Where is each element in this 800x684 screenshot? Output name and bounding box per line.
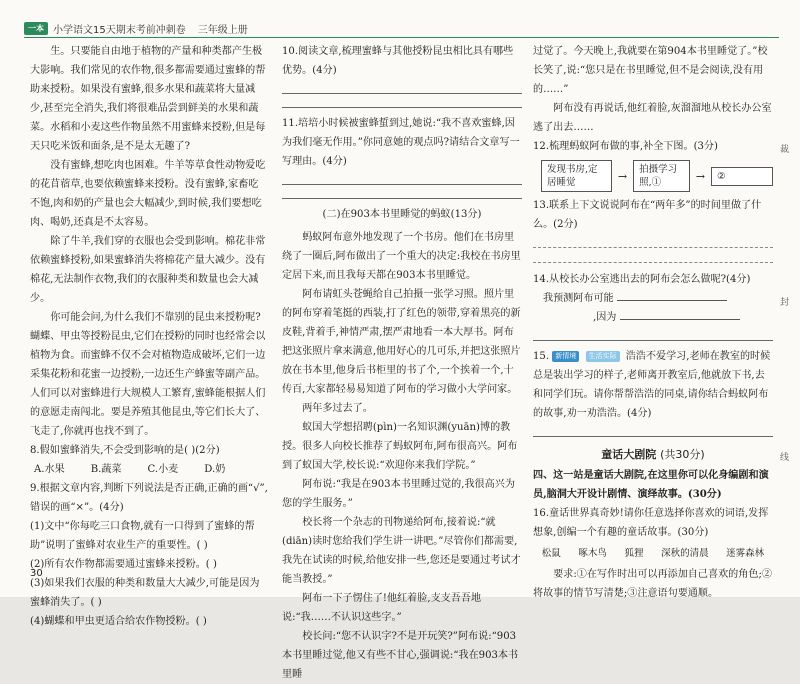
word-item: 松鼠 <box>541 548 561 559</box>
word-item: 深秋的清晨 <box>661 548 709 559</box>
story-paragraph: 阿布没有再说话,他红着脸,灰溜溜地从校长办公室逃了出去…… <box>533 103 772 133</box>
story-paragraph: 阿布请虹头苍蝇给自己拍摄一张学习照。照片里的阿布穿着笔挺的西装,打了红色的领带,穿着黑亮的新皮鞋,背着手,神情严肃,摆严肃地看一本大厚书。阿布把这张照片拿来满意,他用好心的几可乐,并把这张照片放在书本里,他身后书柜里的书了个,一个挨着一个,十传百,大家都轻易易知道了阿布的学习做小大学问家。 <box>282 289 521 395</box>
option-c[interactable]: C.小麦 <box>147 464 179 475</box>
option-d[interactable]: D.奶 <box>204 464 226 475</box>
theater-title: 童话大剧院 <box>601 448 657 461</box>
answer-line[interactable] <box>533 247 773 249</box>
column-middle <box>282 42 522 684</box>
new-context-badge: 新情境 <box>552 351 579 362</box>
prediction-line <box>533 289 773 308</box>
theater-heading <box>533 445 773 464</box>
answer-line[interactable] <box>533 262 773 264</box>
binding-mark: 线 <box>780 453 790 463</box>
word-item: 啄木鸟 <box>578 548 607 559</box>
question-10: 10.阅读文章,梳理蜜蜂与其他授粉昆虫相比具有哪些优势。(4分) <box>282 46 514 76</box>
question-15 <box>533 347 773 423</box>
binding-mark: 裁 <box>780 145 790 155</box>
passage-paragraph: 你可能会问,为什么我们不靠别的昆虫来授粉呢?蝴蝶、甲虫等授粉昆虫,它们在授粉的同时也经常会以植物为食。而蜜蜂不仅不会对植物造成破坏,它们一边采集花粉和花蜜一边授粉,一边还生产蜂蜜等副产品。人们可以对蜜蜂进行大规模人工繁育,蜜蜂能根据人们的意愿走南闯北。要是养殖其他昆虫,等它们长大了、飞走了,你就再也找不到了。 <box>30 312 266 437</box>
answer-line[interactable] <box>533 340 773 341</box>
header-grade: 三年级上册 <box>197 24 248 36</box>
page-number: 30 <box>30 568 43 579</box>
question-13: 13.联系上下文说说阿布在“两年多”的时间里做了什么。(2分) <box>533 200 762 230</box>
story-paragraph: 校长将一个杂志的刊物递给阿布,接着说:“就(diān)读时您给我们学生讲一讲吧。”尽管你们都需要,我先在试读的时候,给他安排一些,您还是要通过考试才能当教授。” <box>282 517 521 585</box>
answer-line[interactable] <box>282 93 522 94</box>
story-paragraph: 蚁国大学想招聘(pìn)一名知识渊(yuān)博的教授。很多人向校长推荐了蚂蚁阿布,阿布很高兴。阿布到了蚁国大学,校长说:“欢迎你来我们学院。” <box>282 422 518 471</box>
question-9-item[interactable]: (4)蝴蝶和甲虫更适合给农作物授粉。( ) <box>30 616 207 627</box>
option-b[interactable]: B.蔬菜 <box>90 464 122 475</box>
binding-mark: 封 <box>780 298 790 308</box>
section-four: 四、这一站是童话大剧院,在这里你可以化身编剧和演员,脑洞大开设计剧情、演绎故事。(30分) <box>533 470 769 500</box>
story-paragraph: 蚂蚁阿布意外地发现了一个书房。他们在书房里绕了一圈后,阿布做出了一个重大的决定:我校在书房里定居下来,而且我每天都在903本书里睡觉。 <box>282 232 521 281</box>
passage-paragraph: 没有蜜蜂,想吃肉也困难。牛羊等草食性动物爱吃的花苜蓿草,也要依赖蜜蜂来授粉。没有蜜蜂,家畜吃不饱,肉和奶的产量也会大幅减少,到时候,我们要想吃肉、喝奶,还真是不太容易。 <box>30 160 266 228</box>
question-9-item[interactable]: (2)所有农作物都需要通过蜜蜂来授粉。( ) <box>30 559 217 570</box>
arrow-right-icon: → <box>617 169 628 183</box>
answer-line[interactable] <box>282 184 522 185</box>
answer-line[interactable] <box>282 107 522 108</box>
story-paragraph: 阿布说:“我是在903本书里睡过觉的,我很高兴为您的学生服务。” <box>282 479 515 509</box>
question-12: 12.梳理蚂蚁阿布做的事,补全下图。(3分) <box>533 141 718 152</box>
question-11: 11.培培小时候被蜜蜂蜇到过,她说:“我不喜欢蜜蜂,因为我们毫无作用。”你同意她的观点吗?请结合文章写一写理由。(4分) <box>282 118 520 167</box>
story-paragraph: 过觉了。今天晚上,我就要在第904本书里睡觉了。”校长笑了,说:“您只是在书里睡觉,但不是会阅读,没有用的……” <box>533 46 768 95</box>
arrow-right-icon: → <box>695 169 705 183</box>
prediction-blank[interactable] <box>617 300 727 301</box>
question-14: 14.从校长办公室逃出去的阿布会怎么做呢?(4分) <box>533 274 751 285</box>
option-a[interactable]: A.水果 <box>34 464 65 475</box>
theater-score: (共30分) <box>660 448 705 461</box>
prediction-prefix: 我预测阿布可能 <box>543 293 614 304</box>
word-item: 迷雾森林 <box>726 548 765 559</box>
question-9-item[interactable]: (3)如果我们衣服的种类和数量大大减少,可能是因为蜜蜂消失了。( ) <box>30 578 260 608</box>
header-divider <box>24 37 779 38</box>
answer-line[interactable] <box>533 436 773 437</box>
question-8-options <box>30 460 268 479</box>
story-paragraph: 阿布一下子愣住了!他红着脸,支支吾吾地说:“我……不认识这些字。” <box>282 593 482 623</box>
reason-blank[interactable] <box>620 319 740 320</box>
word-bank <box>533 544 773 563</box>
word-item: 狐狸 <box>624 548 644 559</box>
question-8: 8.假如蜜蜂消失,不会受到影响的是( )(2分) <box>30 445 220 456</box>
question-9: 9.根据文章内容,判断下列说法是否正确,正确的画“√”,错误的画“×”。(4分) <box>30 483 268 513</box>
answer-line[interactable] <box>282 198 522 199</box>
passage-paragraph: 除了牛羊,我们穿的衣服也会受到影响。棉花非常依赖蜜蜂授粉,如果蜜蜂消失将棉花产量大减少。没有棉花,无法制作衣物,我们的衣服种类和数量也会大减少。 <box>30 236 266 304</box>
story-paragraph: 校长问:“您不认识字?不是开玩笑?”阿布说:“903本书里睡过觉,他又有些不甘心,强调说:“我在903本书里睡 <box>282 631 519 680</box>
writing-requirements: 要求:①在写作时出可以再添加自己喜欢的角色;②将故事的情节写清楚;③注意语句要通顺。 <box>533 569 772 599</box>
column-right <box>533 42 773 603</box>
brand-badge: 一本 <box>24 22 48 35</box>
question-15-number: 15. <box>533 351 550 362</box>
question-15-text: 浩浩不爱学习,老师在教室的时候总是装出学习的样子,老师离开教室后,他就放下书,去和同学们玩。请你帮帮浩浩的同桌,请你结合蚂蚁阿布的故事,劝一劝浩浩。(4分) <box>533 351 771 419</box>
real-life-badge: 生活实际 <box>586 351 620 362</box>
section-title: (二)在903本书里睡觉的蚂蚁(13分) <box>322 209 482 220</box>
question-16: 16.童话世界真奇妙!请你任意选择你喜欢的词语,发挥想象,创编一个有趣的童话故事。(30分) <box>533 508 769 538</box>
flow-box-3[interactable]: ② <box>711 167 773 186</box>
question-9-item[interactable]: (1)文中“你每吃三口食物,就有一口得到了蜜蜂的帮助”说明了蜜蜂对农业生产的重要性。( ) <box>30 521 255 551</box>
reason-line <box>533 308 773 327</box>
reason-prefix: ,因为 <box>593 312 617 323</box>
flow-box-1: 发现书房,定居睡觉 <box>541 160 612 192</box>
story-paragraph: 两年多过去了。 <box>302 403 373 414</box>
flow-box-2[interactable]: 拍摄学习照,① <box>633 160 690 192</box>
flow-diagram <box>541 160 773 192</box>
page-header <box>24 20 248 36</box>
column-left <box>30 42 268 631</box>
passage-paragraph: 生。只要能自由地于植物的产量和种类都产生极大影响。我们常见的农作物,很多都需要通过蜜蜂的帮助来授粉。如果没有蜜蜂,很多水果和蔬菜将大量减少,甚至完全消失,我们将很难品尝到鲜美的水果和蔬菜。水稻和小麦这些作物虽然不用蜜蜂来授粉,但是每天只吃米饭和面条,是不是太无趣了? <box>30 46 266 152</box>
header-title: 小学语文15天期末考前冲刺卷 <box>53 24 186 36</box>
